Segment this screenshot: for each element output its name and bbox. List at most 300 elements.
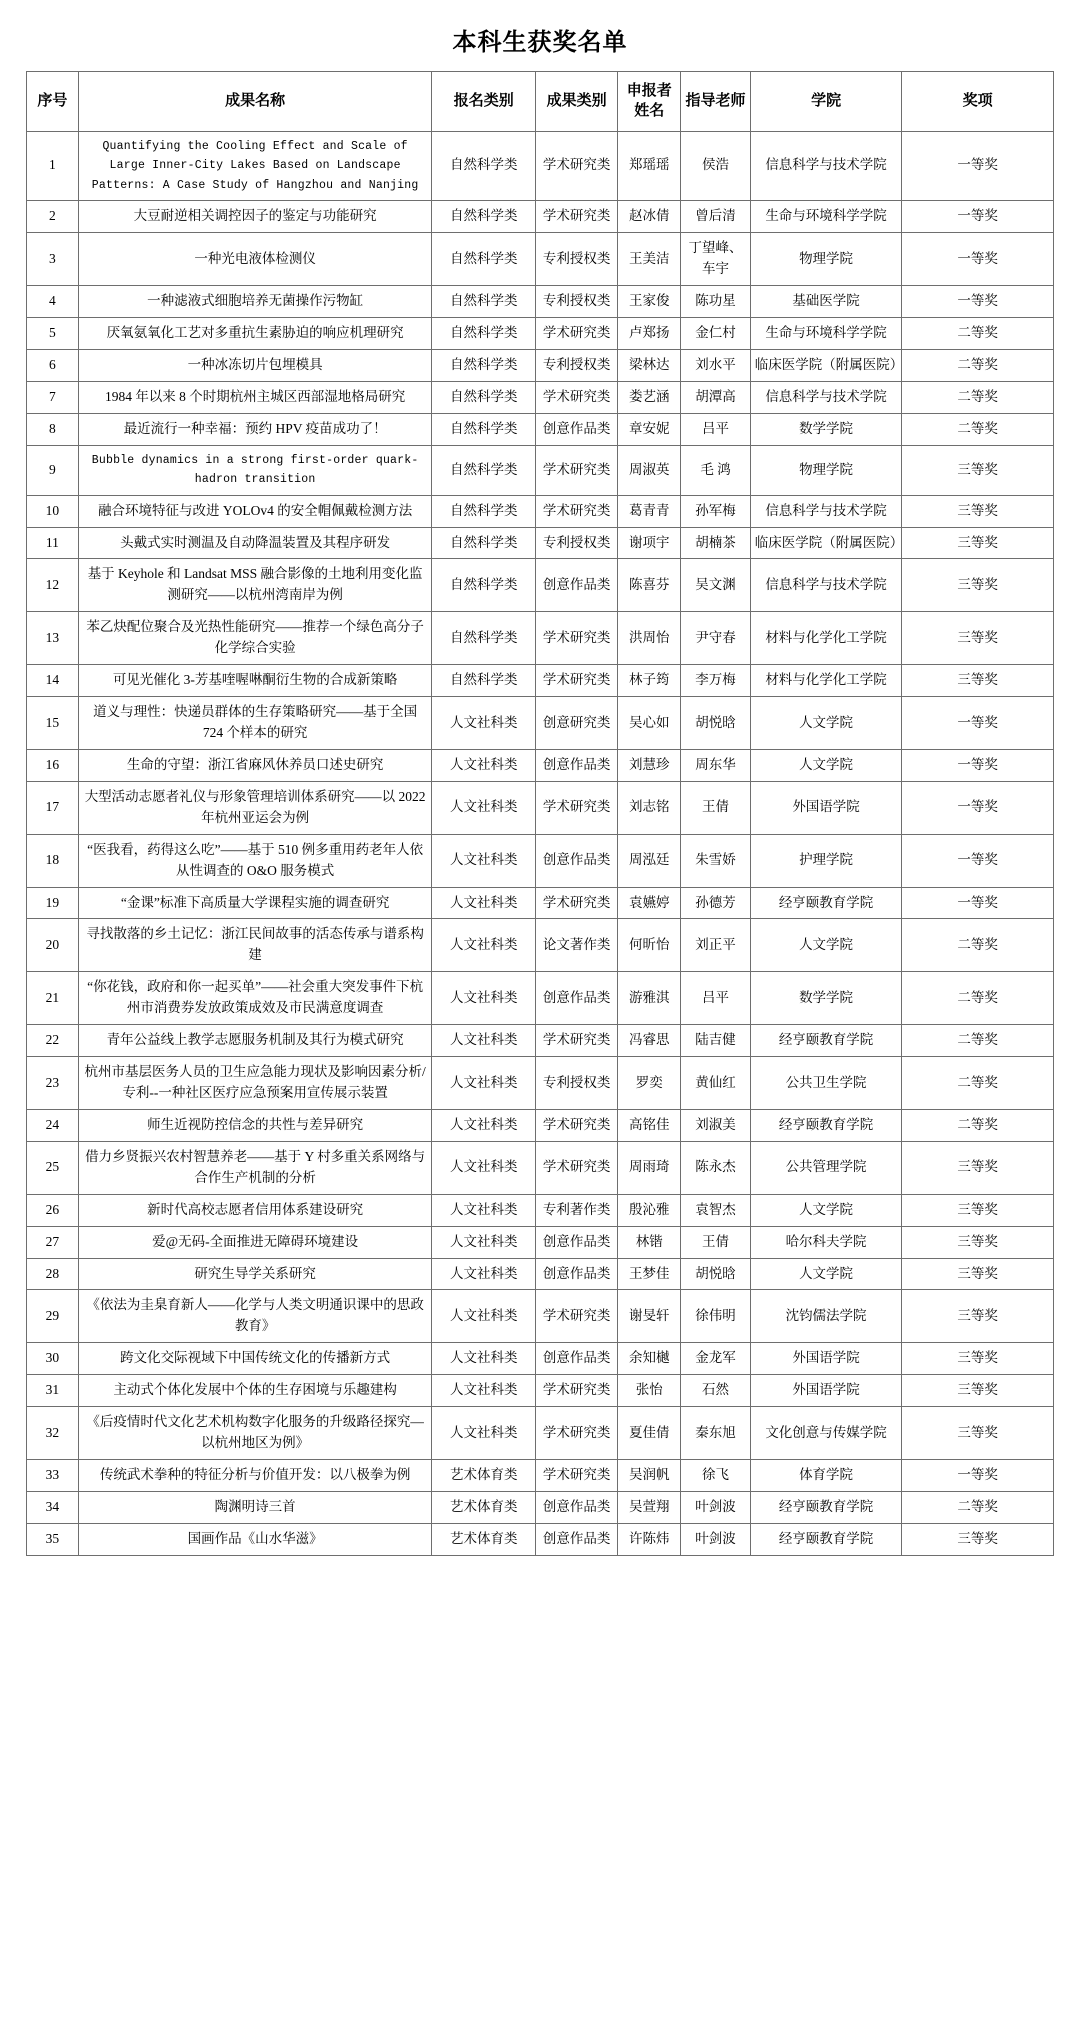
cell-title: 师生近视防控信念的共性与差异研究 xyxy=(78,1109,432,1141)
cell-applicant-name: 吴心如 xyxy=(618,697,681,750)
cell-mentor-name: 刘淑美 xyxy=(681,1109,750,1141)
cell-mentor-name: 孙军梅 xyxy=(681,495,750,527)
cell-result-category: 学术研究类 xyxy=(536,131,618,201)
cell-result-category: 创意作品类 xyxy=(536,1523,618,1555)
cell-seq: 26 xyxy=(27,1194,79,1226)
cell-applicant-name: 吴萱翔 xyxy=(618,1491,681,1523)
cell-result-category: 学术研究类 xyxy=(536,1025,618,1057)
column-header-college: 学院 xyxy=(750,72,902,132)
cell-applicant-name: 林锴 xyxy=(618,1226,681,1258)
table-header-row xyxy=(27,72,1054,132)
cell-result-category: 学术研究类 xyxy=(536,887,618,919)
cell-applicant-name: 张怡 xyxy=(618,1375,681,1407)
cell-award: 一等奖 xyxy=(902,887,1054,919)
cell-applicant-name: 赵冰倩 xyxy=(618,201,681,233)
cell-applicant-name: 袁嬿婷 xyxy=(618,887,681,919)
cell-result-category: 学术研究类 xyxy=(536,781,618,834)
table-row xyxy=(27,1226,1054,1258)
table-row xyxy=(27,285,1054,317)
cell-college: 生命与环境科学学院 xyxy=(750,317,902,349)
cell-applicant-name: 周雨琦 xyxy=(618,1141,681,1194)
cell-applicant-name: 刘志铭 xyxy=(618,781,681,834)
cell-college: 信息科学与技术学院 xyxy=(750,495,902,527)
cell-award: 一等奖 xyxy=(902,131,1054,201)
cell-seq: 1 xyxy=(27,131,79,201)
cell-applicant-name: 周泓廷 xyxy=(618,834,681,887)
award-list-table xyxy=(26,71,1054,1556)
cell-award: 三等奖 xyxy=(902,495,1054,527)
cell-seq: 30 xyxy=(27,1343,79,1375)
cell-mentor-name: 陆吉健 xyxy=(681,1025,750,1057)
cell-result-category: 创意作品类 xyxy=(536,413,618,445)
cell-award: 三等奖 xyxy=(902,527,1054,559)
table-header xyxy=(27,72,1054,132)
table-body xyxy=(27,131,1054,1555)
cell-result-category: 学术研究类 xyxy=(536,445,618,495)
cell-award: 二等奖 xyxy=(902,1057,1054,1110)
cell-award: 二等奖 xyxy=(902,1025,1054,1057)
cell-award: 三等奖 xyxy=(902,445,1054,495)
cell-college: 人文学院 xyxy=(750,697,902,750)
cell-seq: 18 xyxy=(27,834,79,887)
cell-title: 研究生导学关系研究 xyxy=(78,1258,432,1290)
cell-college: 公共卫生学院 xyxy=(750,1057,902,1110)
table-row xyxy=(27,665,1054,697)
table-row xyxy=(27,495,1054,527)
cell-title: 最近流行一种幸福：预约 HPV 疫苗成功了！ xyxy=(78,413,432,445)
table-row xyxy=(27,201,1054,233)
cell-result-category: 学术研究类 xyxy=(536,381,618,413)
cell-apply-category: 人文社科类 xyxy=(432,749,536,781)
cell-applicant-name: 刘慧珍 xyxy=(618,749,681,781)
cell-award: 一等奖 xyxy=(902,201,1054,233)
cell-seq: 8 xyxy=(27,413,79,445)
cell-college: 材料与化学化工学院 xyxy=(750,612,902,665)
column-header-mentor: 指导老师 xyxy=(681,72,750,132)
cell-mentor-name: 周东华 xyxy=(681,749,750,781)
cell-award: 三等奖 xyxy=(902,612,1054,665)
cell-mentor-name: 李万梅 xyxy=(681,665,750,697)
cell-result-category: 专利著作类 xyxy=(536,1194,618,1226)
cell-result-category: 创意作品类 xyxy=(536,972,618,1025)
cell-title: 青年公益线上教学志愿服务机制及其行为模式研究 xyxy=(78,1025,432,1057)
cell-result-category: 学术研究类 xyxy=(536,612,618,665)
cell-apply-category: 自然科学类 xyxy=(432,285,536,317)
cell-mentor-name: 叶剑波 xyxy=(681,1523,750,1555)
table-row xyxy=(27,1459,1054,1491)
cell-applicant-name: 梁林达 xyxy=(618,349,681,381)
table-row xyxy=(27,1375,1054,1407)
table-row xyxy=(27,749,1054,781)
cell-mentor-name: 胡潭高 xyxy=(681,381,750,413)
cell-mentor-name: 侯浩 xyxy=(681,131,750,201)
cell-award: 二等奖 xyxy=(902,413,1054,445)
cell-mentor-name: 胡悦晗 xyxy=(681,697,750,750)
cell-result-category: 学术研究类 xyxy=(536,201,618,233)
cell-title: 一种冰冻切片包埋模具 xyxy=(78,349,432,381)
cell-college: 沈钧儒法学院 xyxy=(750,1290,902,1343)
cell-college: 哈尔科夫学院 xyxy=(750,1226,902,1258)
cell-result-category: 创意作品类 xyxy=(536,1343,618,1375)
cell-mentor-name: 王倩 xyxy=(681,1226,750,1258)
cell-mentor-name: 孙德芳 xyxy=(681,887,750,919)
cell-title: 爱@无码-全面推进无障碍环境建设 xyxy=(78,1226,432,1258)
table-row xyxy=(27,697,1054,750)
cell-seq: 22 xyxy=(27,1025,79,1057)
cell-mentor-name: 黄仙红 xyxy=(681,1057,750,1110)
cell-award: 三等奖 xyxy=(902,665,1054,697)
cell-result-category: 创意作品类 xyxy=(536,749,618,781)
table-row xyxy=(27,1343,1054,1375)
cell-mentor-name: 尹守春 xyxy=(681,612,750,665)
cell-award: 三等奖 xyxy=(902,1194,1054,1226)
cell-title: 寻找散落的乡土记忆：浙江民间故事的活态传承与谱系构建 xyxy=(78,919,432,972)
cell-seq: 15 xyxy=(27,697,79,750)
table-row xyxy=(27,1290,1054,1343)
cell-award: 二等奖 xyxy=(902,972,1054,1025)
table-row xyxy=(27,887,1054,919)
cell-seq: 4 xyxy=(27,285,79,317)
cell-applicant-name: 吴润帆 xyxy=(618,1459,681,1491)
cell-seq: 33 xyxy=(27,1459,79,1491)
table-row xyxy=(27,1523,1054,1555)
table-row xyxy=(27,919,1054,972)
cell-title: 头戴式实时测温及自动降温装置及其程序研发 xyxy=(78,527,432,559)
cell-seq: 23 xyxy=(27,1057,79,1110)
cell-mentor-name: 刘正平 xyxy=(681,919,750,972)
cell-apply-category: 人文社科类 xyxy=(432,1109,536,1141)
cell-apply-category: 人文社科类 xyxy=(432,972,536,1025)
cell-mentor-name: 秦东旭 xyxy=(681,1407,750,1460)
cell-result-category: 创意作品类 xyxy=(536,834,618,887)
cell-mentor-name: 金仁村 xyxy=(681,317,750,349)
cell-result-category: 论文著作类 xyxy=(536,919,618,972)
table-row xyxy=(27,349,1054,381)
cell-college: 外国语学院 xyxy=(750,1343,902,1375)
cell-result-category: 学术研究类 xyxy=(536,665,618,697)
cell-college: 经亨颐教育学院 xyxy=(750,1491,902,1523)
cell-seq: 34 xyxy=(27,1491,79,1523)
cell-seq: 3 xyxy=(27,233,79,286)
cell-apply-category: 自然科学类 xyxy=(432,445,536,495)
cell-mentor-name: 袁智杰 xyxy=(681,1194,750,1226)
cell-college: 临床医学院（附属医院） xyxy=(750,527,902,559)
cell-award: 一等奖 xyxy=(902,834,1054,887)
cell-college: 物理学院 xyxy=(750,445,902,495)
table-row xyxy=(27,1025,1054,1057)
cell-applicant-name: 洪周怡 xyxy=(618,612,681,665)
cell-apply-category: 艺术体育类 xyxy=(432,1491,536,1523)
cell-applicant-name: 罗奕 xyxy=(618,1057,681,1110)
cell-apply-category: 艺术体育类 xyxy=(432,1459,536,1491)
cell-mentor-name: 叶剑波 xyxy=(681,1491,750,1523)
cell-apply-category: 人文社科类 xyxy=(432,1194,536,1226)
cell-applicant-name: 高铭佳 xyxy=(618,1109,681,1141)
cell-title: 《依法为圭臬育新人——化学与人类文明通识课中的思政教育》 xyxy=(78,1290,432,1343)
cell-mentor-name: 王倩 xyxy=(681,781,750,834)
cell-title: 可见光催化 3-芳基喹喔啉酮衍生物的合成新策略 xyxy=(78,665,432,697)
cell-result-category: 专利授权类 xyxy=(536,349,618,381)
cell-mentor-name: 吕平 xyxy=(681,972,750,1025)
cell-seq: 2 xyxy=(27,201,79,233)
cell-title: 大豆耐逆相关调控因子的鉴定与功能研究 xyxy=(78,201,432,233)
cell-applicant-name: 章安妮 xyxy=(618,413,681,445)
cell-mentor-name: 陈功星 xyxy=(681,285,750,317)
cell-title: 1984 年以来 8 个时期杭州主城区西部湿地格局研究 xyxy=(78,381,432,413)
cell-mentor-name: 曾后清 xyxy=(681,201,750,233)
cell-seq: 19 xyxy=(27,887,79,919)
cell-applicant-name: 郑瑶瑶 xyxy=(618,131,681,201)
cell-award: 三等奖 xyxy=(902,1290,1054,1343)
cell-apply-category: 人文社科类 xyxy=(432,919,536,972)
cell-award: 二等奖 xyxy=(902,1109,1054,1141)
cell-seq: 16 xyxy=(27,749,79,781)
cell-apply-category: 人文社科类 xyxy=(432,1141,536,1194)
cell-college: 临床医学院（附属医院） xyxy=(750,349,902,381)
cell-title: 主动式个体化发展中个体的生存困境与乐趣建构 xyxy=(78,1375,432,1407)
cell-mentor-name: 朱雪娇 xyxy=(681,834,750,887)
cell-mentor-name: 吴文渊 xyxy=(681,559,750,612)
cell-seq: 14 xyxy=(27,665,79,697)
cell-award: 一等奖 xyxy=(902,1459,1054,1491)
cell-seq: 32 xyxy=(27,1407,79,1460)
cell-result-category: 专利授权类 xyxy=(536,1057,618,1110)
cell-applicant-name: 余知樾 xyxy=(618,1343,681,1375)
cell-result-category: 创意作品类 xyxy=(536,1491,618,1523)
cell-college: 信息科学与技术学院 xyxy=(750,559,902,612)
cell-apply-category: 自然科学类 xyxy=(432,559,536,612)
table-row xyxy=(27,413,1054,445)
cell-college: 人文学院 xyxy=(750,749,902,781)
cell-award: 三等奖 xyxy=(902,1258,1054,1290)
cell-mentor-name: 刘水平 xyxy=(681,349,750,381)
cell-apply-category: 自然科学类 xyxy=(432,612,536,665)
cell-apply-category: 自然科学类 xyxy=(432,413,536,445)
cell-apply-category: 艺术体育类 xyxy=(432,1523,536,1555)
cell-seq: 5 xyxy=(27,317,79,349)
cell-mentor-name: 陈永杰 xyxy=(681,1141,750,1194)
cell-seq: 13 xyxy=(27,612,79,665)
cell-apply-category: 自然科学类 xyxy=(432,527,536,559)
cell-college: 物理学院 xyxy=(750,233,902,286)
table-row xyxy=(27,1258,1054,1290)
cell-apply-category: 自然科学类 xyxy=(432,317,536,349)
cell-result-category: 学术研究类 xyxy=(536,1290,618,1343)
cell-title: 陶渊明诗三首 xyxy=(78,1491,432,1523)
cell-result-category: 学术研究类 xyxy=(536,1375,618,1407)
cell-college: 信息科学与技术学院 xyxy=(750,381,902,413)
cell-apply-category: 人文社科类 xyxy=(432,697,536,750)
cell-award: 二等奖 xyxy=(902,1491,1054,1523)
table-row xyxy=(27,1407,1054,1460)
cell-apply-category: 自然科学类 xyxy=(432,233,536,286)
cell-seq: 10 xyxy=(27,495,79,527)
cell-title: 大型活动志愿者礼仪与形象管理培训体系研究——以 2022 年杭州亚运会为例 xyxy=(78,781,432,834)
cell-award: 一等奖 xyxy=(902,697,1054,750)
cell-applicant-name: 谢项宇 xyxy=(618,527,681,559)
cell-award: 二等奖 xyxy=(902,381,1054,413)
cell-apply-category: 人文社科类 xyxy=(432,887,536,919)
cell-seq: 35 xyxy=(27,1523,79,1555)
cell-applicant-name: 林子筠 xyxy=(618,665,681,697)
table-row xyxy=(27,972,1054,1025)
cell-mentor-name: 吕平 xyxy=(681,413,750,445)
cell-result-category: 学术研究类 xyxy=(536,495,618,527)
cell-college: 体育学院 xyxy=(750,1459,902,1491)
cell-college: 护理学院 xyxy=(750,834,902,887)
cell-apply-category: 自然科学类 xyxy=(432,131,536,201)
cell-applicant-name: 卢郑扬 xyxy=(618,317,681,349)
cell-title: “你花钱，政府和你一起买单”——社会重大突发事件下杭州市消费券发放政策成效及市民满意度调查 xyxy=(78,972,432,1025)
cell-title: 杭州市基层医务人员的卫生应急能力现状及影响因素分析/专利--一种社区医疗应急预案用宣传展示装置 xyxy=(78,1057,432,1110)
cell-result-category: 专利授权类 xyxy=(536,527,618,559)
cell-result-category: 学术研究类 xyxy=(536,1459,618,1491)
cell-award: 一等奖 xyxy=(902,285,1054,317)
cell-college: 外国语学院 xyxy=(750,781,902,834)
table-row xyxy=(27,834,1054,887)
cell-apply-category: 人文社科类 xyxy=(432,1057,536,1110)
cell-apply-category: 人文社科类 xyxy=(432,1407,536,1460)
table-row xyxy=(27,1141,1054,1194)
cell-award: 三等奖 xyxy=(902,1141,1054,1194)
cell-mentor-name: 毛 鸿 xyxy=(681,445,750,495)
cell-applicant-name: 夏佳倩 xyxy=(618,1407,681,1460)
cell-result-category: 创意作品类 xyxy=(536,1226,618,1258)
table-row xyxy=(27,317,1054,349)
cell-college: 经亨颐教育学院 xyxy=(750,1025,902,1057)
cell-apply-category: 人文社科类 xyxy=(432,1258,536,1290)
cell-result-category: 学术研究类 xyxy=(536,1141,618,1194)
cell-apply-category: 人文社科类 xyxy=(432,1025,536,1057)
column-header-result: 成果类别 xyxy=(536,72,618,132)
cell-seq: 6 xyxy=(27,349,79,381)
cell-applicant-name: 陈喜芬 xyxy=(618,559,681,612)
cell-apply-category: 人文社科类 xyxy=(432,834,536,887)
column-header-award: 奖项 xyxy=(902,72,1054,132)
cell-mentor-name: 丁望峰、车宇 xyxy=(681,233,750,286)
cell-college: 生命与环境科学学院 xyxy=(750,201,902,233)
cell-college: 数学学院 xyxy=(750,413,902,445)
cell-mentor-name: 石然 xyxy=(681,1375,750,1407)
cell-apply-category: 自然科学类 xyxy=(432,381,536,413)
cell-apply-category: 自然科学类 xyxy=(432,349,536,381)
column-header-seq: 序号 xyxy=(27,72,79,132)
cell-result-category: 专利授权类 xyxy=(536,285,618,317)
cell-applicant-name: 谢旻轩 xyxy=(618,1290,681,1343)
cell-award: 一等奖 xyxy=(902,749,1054,781)
cell-seq: 31 xyxy=(27,1375,79,1407)
cell-seq: 7 xyxy=(27,381,79,413)
cell-college: 公共管理学院 xyxy=(750,1141,902,1194)
cell-apply-category: 自然科学类 xyxy=(432,201,536,233)
cell-college: 文化创意与传媒学院 xyxy=(750,1407,902,1460)
cell-college: 人文学院 xyxy=(750,919,902,972)
cell-mentor-name: 金龙军 xyxy=(681,1343,750,1375)
cell-award: 二等奖 xyxy=(902,349,1054,381)
cell-seq: 28 xyxy=(27,1258,79,1290)
cell-award: 三等奖 xyxy=(902,559,1054,612)
cell-title: 《后疫情时代文化艺术机构数字化服务的升级路径探究—以杭州地区为例》 xyxy=(78,1407,432,1460)
table-row xyxy=(27,381,1054,413)
cell-college: 数学学院 xyxy=(750,972,902,1025)
cell-title: 道义与理性：快递员群体的生存策略研究——基于全国 724 个样本的研究 xyxy=(78,697,432,750)
cell-college: 材料与化学化工学院 xyxy=(750,665,902,697)
cell-apply-category: 人文社科类 xyxy=(432,1375,536,1407)
cell-mentor-name: 徐伟明 xyxy=(681,1290,750,1343)
cell-mentor-name: 胡悦晗 xyxy=(681,1258,750,1290)
cell-apply-category: 自然科学类 xyxy=(432,495,536,527)
cell-result-category: 创意作品类 xyxy=(536,1258,618,1290)
table-row xyxy=(27,1194,1054,1226)
page-title: 本科生获奖名单 xyxy=(452,29,628,56)
cell-applicant-name: 王家俊 xyxy=(618,285,681,317)
cell-apply-category: 人文社科类 xyxy=(432,781,536,834)
cell-seq: 25 xyxy=(27,1141,79,1194)
cell-title: 一种滤液式细胞培养无菌操作污物缸 xyxy=(78,285,432,317)
cell-result-category: 学术研究类 xyxy=(536,1407,618,1460)
cell-seq: 17 xyxy=(27,781,79,834)
cell-mentor-name: 徐飞 xyxy=(681,1459,750,1491)
cell-seq: 11 xyxy=(27,527,79,559)
cell-seq: 9 xyxy=(27,445,79,495)
cell-apply-category: 人文社科类 xyxy=(432,1290,536,1343)
cell-applicant-name: 葛青青 xyxy=(618,495,681,527)
table-row xyxy=(27,612,1054,665)
cell-title: “医我看，药得这么吃”——基于 510 例多重用药老年人依从性调查的 O&O 服务模式 xyxy=(78,834,432,887)
cell-college: 基础医学院 xyxy=(750,285,902,317)
column-header-person: 申报者姓名 xyxy=(618,72,681,132)
cell-title: 厌氧氨氧化工艺对多重抗生素胁迫的响应机理研究 xyxy=(78,317,432,349)
cell-title: “金课”标准下高质量大学课程实施的调查研究 xyxy=(78,887,432,919)
cell-result-category: 创意研究类 xyxy=(536,697,618,750)
cell-college: 经亨颐教育学院 xyxy=(750,1523,902,1555)
cell-seq: 12 xyxy=(27,559,79,612)
cell-seq: 29 xyxy=(27,1290,79,1343)
cell-title: 新时代高校志愿者信用体系建设研究 xyxy=(78,1194,432,1226)
cell-title: 跨文化交际视域下中国传统文化的传播新方式 xyxy=(78,1343,432,1375)
cell-apply-category: 自然科学类 xyxy=(432,665,536,697)
table-row xyxy=(27,559,1054,612)
cell-award: 三等奖 xyxy=(902,1226,1054,1258)
cell-title: 基于 Keyhole 和 Landsat MSS 融合影像的土地利用变化监测研究——以杭州湾南岸为例 xyxy=(78,559,432,612)
cell-title: 传统武术拳种的特征分析与价值开发：以八极拳为例 xyxy=(78,1459,432,1491)
table-row xyxy=(27,1057,1054,1110)
cell-college: 外国语学院 xyxy=(750,1375,902,1407)
cell-seq: 20 xyxy=(27,919,79,972)
cell-seq: 27 xyxy=(27,1226,79,1258)
cell-result-category: 学术研究类 xyxy=(536,317,618,349)
cell-title: 国画作品《山水华滋》 xyxy=(78,1523,432,1555)
table-row xyxy=(27,1109,1054,1141)
cell-result-category: 创意作品类 xyxy=(536,559,618,612)
cell-seq: 24 xyxy=(27,1109,79,1141)
cell-applicant-name: 王美洁 xyxy=(618,233,681,286)
cell-title: 一种光电液体检测仪 xyxy=(78,233,432,286)
table-row xyxy=(27,1491,1054,1523)
cell-applicant-name: 王梦佳 xyxy=(618,1258,681,1290)
cell-applicant-name: 许陈炜 xyxy=(618,1523,681,1555)
cell-result-category: 专利授权类 xyxy=(536,233,618,286)
cell-applicant-name: 冯睿思 xyxy=(618,1025,681,1057)
cell-applicant-name: 殷沁雅 xyxy=(618,1194,681,1226)
cell-title: 苯乙炔配位聚合及光热性能研究——推荐一个绿色高分子化学综合实验 xyxy=(78,612,432,665)
cell-college: 经亨颐教育学院 xyxy=(750,1109,902,1141)
cell-mentor-name: 胡楠茶 xyxy=(681,527,750,559)
cell-award: 三等奖 xyxy=(902,1375,1054,1407)
table-row xyxy=(27,527,1054,559)
cell-applicant-name: 娄艺涵 xyxy=(618,381,681,413)
cell-award: 二等奖 xyxy=(902,317,1054,349)
